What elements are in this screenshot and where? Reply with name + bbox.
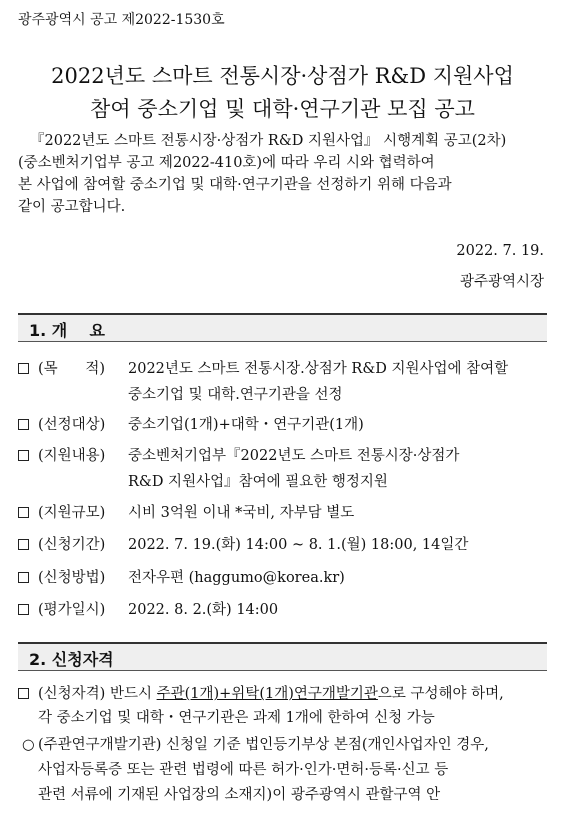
item-text: 중소기업(1개)+대학・연구기관(1개): [128, 417, 364, 433]
item-label: (신청방법): [38, 570, 106, 586]
page-title-line2: 참여 중소기업 및 대학·연구기관 모집 공고: [90, 97, 475, 121]
item-text-cont: R&D 지원사업』참여에 필요한 행정지원: [128, 474, 388, 490]
eligibility-underlined: 주관(1개)+위탁(1개)연구개발기관: [156, 686, 378, 702]
item-label: (평가일시): [38, 602, 106, 618]
checkbox-icon: [18, 604, 29, 615]
issuer-name: 광주광역시장: [459, 274, 544, 290]
item-label: (지원내용): [38, 448, 106, 464]
checkbox-icon: [18, 450, 29, 461]
eligibility-line1: [38, 682, 547, 706]
checkbox-icon: [18, 572, 29, 583]
checkbox-icon: [18, 419, 29, 430]
checkbox-icon: [18, 507, 29, 518]
eligibility-post: 으로 구성해야 하며,: [377, 686, 504, 702]
item-text: 전자우편 (haggumo@korea.kr): [128, 570, 345, 586]
notice-date: 2022. 7. 19.: [456, 243, 544, 259]
intro-line: (중소벤처기업부 공고 제2022-410호)에 따라 우리 시와 협력하여: [18, 155, 435, 171]
checkbox-icon: [18, 688, 29, 699]
eligibility-label: (신청자격): [38, 686, 106, 702]
intro-line: 같이 공고합니다.: [18, 199, 126, 215]
item-text: 2022. 8. 2.(화) 14:00: [128, 602, 279, 618]
notice-number: 광주광역시 공고 제2022-1530호: [18, 12, 225, 28]
item-text: 2022. 7. 19.(화) 14:00 ~ 8. 1.(월) 18:00, 14일간: [128, 537, 469, 553]
eligibility-pre: 반드시: [105, 686, 157, 702]
item-text: 중소벤처기업부『2022년도 스마트 전통시장·상점가: [128, 448, 460, 464]
section-title: 2. 신청자격: [29, 650, 114, 669]
item-text: 2022년도 스마트 전통시장.상점가 R&D 지원사업에 참여할: [128, 361, 509, 377]
item-label: (신청기간): [38, 537, 106, 553]
item-label: (지원규모): [38, 505, 106, 521]
checkbox-icon: [18, 539, 29, 550]
item-text: 시비 3억원 이내 *국비, 자부담 별도: [128, 505, 355, 521]
item-text-cont: 중소기업 및 대학.연구기관을 선정: [128, 387, 343, 403]
checkbox-icon: [18, 363, 29, 374]
sub-line: 사업자등록증 또는 관련 법령에 따른 허가·인가·면허·등록·신고 등: [38, 762, 449, 778]
intro-line: 본 사업에 참여할 중소기업 및 대학·연구기관을 선정하기 위해 다음과: [18, 177, 452, 193]
circle-bullet-icon: ○: [22, 737, 35, 753]
intro-line: 『2022년도 스마트 전통시장·상점가 R&D 지원사업』 시행계획 공고(2차): [30, 133, 507, 149]
sub-line: (주관연구개발기관) 신청일 기준 법인등기부상 본점(개인사업자인 경우,: [38, 737, 489, 753]
item-label: (목 적): [38, 361, 105, 377]
item-label: (선정대상): [38, 417, 106, 433]
sub-line: 관련 서류에 기재된 사업장의 소재지)이 광주광역시 관할구역 안: [38, 787, 441, 803]
section-title: 1. 개 요: [29, 321, 105, 340]
section-overview-header: [18, 313, 547, 342]
section-eligibility-header: [18, 642, 547, 671]
intro-paragraph: [18, 130, 547, 218]
page-title-line1: 2022년도 스마트 전통시장·상점가 R&D 지원사업: [51, 64, 514, 88]
eligibility-line2: 각 중소기업 및 대학・연구기관은 과제 1개에 한하여 신청 가능: [38, 710, 435, 726]
